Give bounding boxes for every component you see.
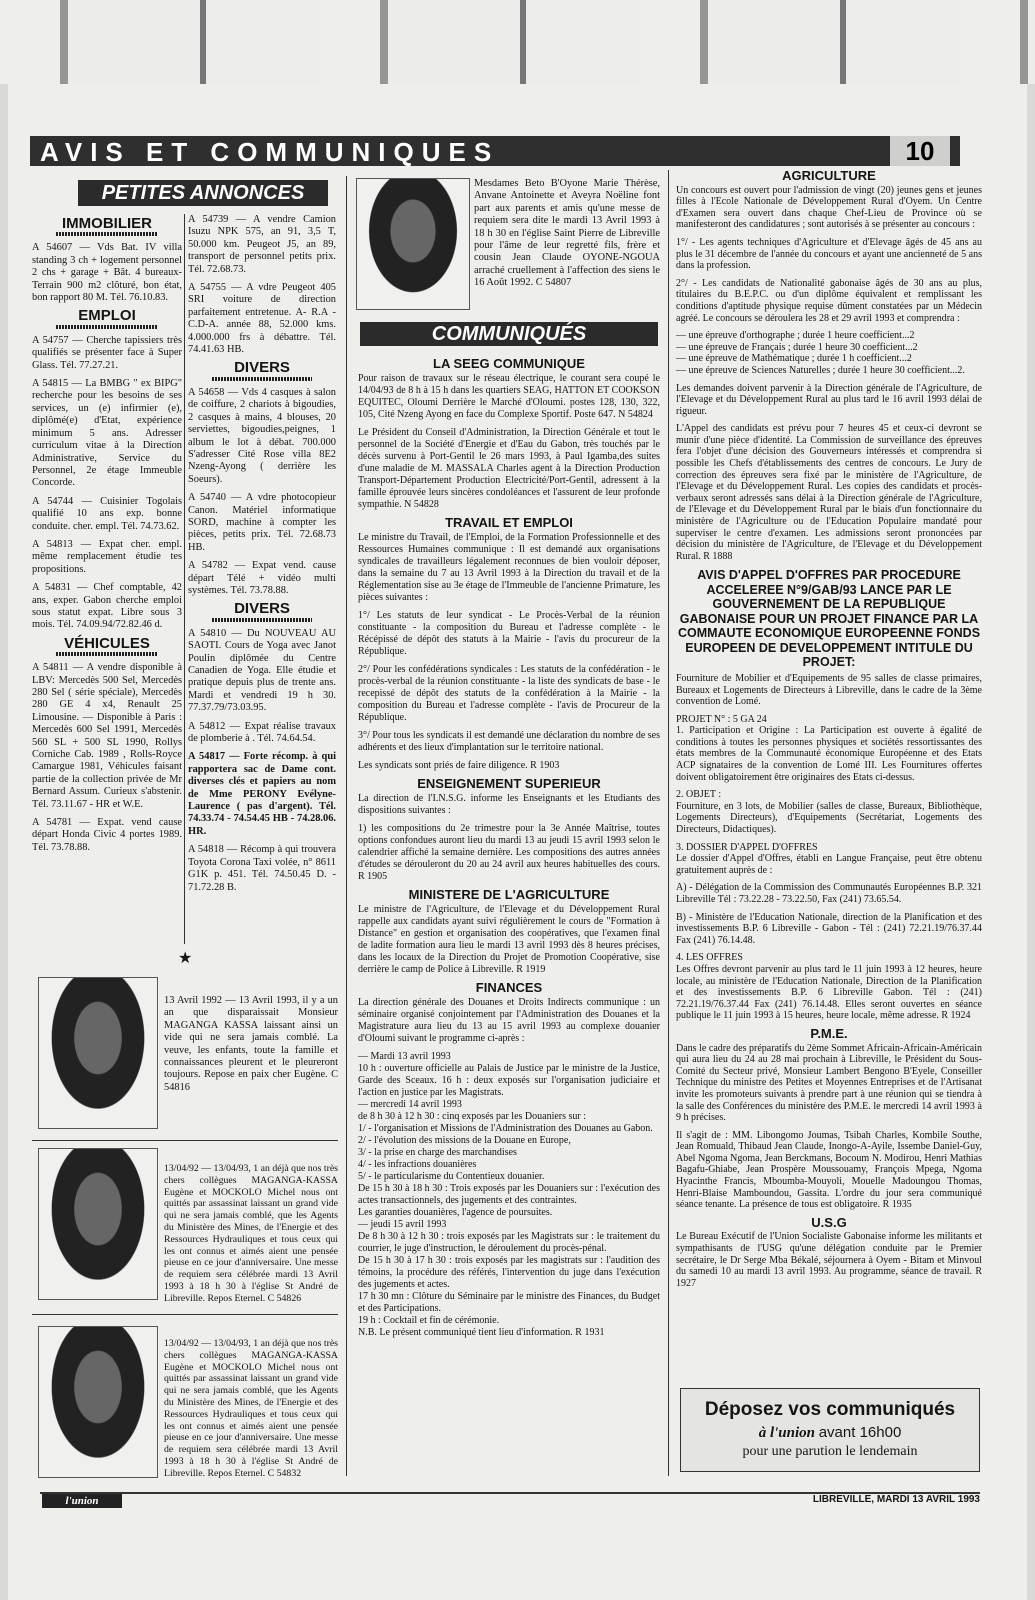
- memorial-text: 13 Avril 1992 — 13 Avril 1993, il y a un an que disparaissait Monsieur MAGANGA KASSA laissant ainsi un vide qui ne sera jamais comblé. La veuve, les enfants, toute la famille et connaissances pleurent et le pleureront toujours. Repose en paix cher Eugène. C 54816: [164, 995, 338, 1093]
- agriculture-ministry-heading: MINISTERE DE L'AGRICULTURE: [408, 887, 610, 902]
- memorial-text: 13/04/92 — 13/04/93, 1 an déjà que nos très chers collègues MAGANGA-KASSA Eugène et MOCKOLO Michel nous ont quittés par assassinat laissant un grand vide qui ne sera jamais comblé, que les Agents du Ministère des Mines, de l'Energie et des Ressources Hydrauliques et tous ceux qui les ont connus et aimés aient une pensée pieuse en ce jour d'anniversaire. Une messe de requiem sera célébrée mardi 13 Avril 1993 à 18 h 30 à l'église St André de Libreville. Repos Eternel. C 54826: [164, 1163, 338, 1304]
- appel-text: 1. Participation et Origine : La Participation est ouverte à égalité de conditions à toutes les personnes physiques et sociétés ressortissantes des états membres de la Communauté économique Européenne et des Etats ACP signataires de la convention de Lomé III. Les Fournitures offertes doivent obligatoirement être originaires des Etats ci-dessus.: [676, 725, 982, 783]
- seeg-text: Pour raison de travaux sur le réseau électrique, le courant sera coupé le 14/04/93 de 8 h à 15 h dans les quartiers SEAG, HATTON ET COOKSON EQUITEC, Oloumi Derrière le Marché d'Oloumi. postes 128, 130, 322, 105, Cité Nzeng Ayong en face du Complexe Sportif. Poste 647. N 54824: [358, 373, 660, 420]
- column-divider: [346, 176, 347, 1476]
- heading-rule: [56, 325, 158, 329]
- travail-text: Les syndicats sont priés de faire diligence. R 1903: [358, 760, 560, 771]
- appel-line: 4. LES OFFRES: [676, 952, 743, 964]
- agriculture-line: — une épreuve de Français ; durée 1 heure 30 coefficient...2: [676, 341, 918, 353]
- usg-heading: U.S.G: [811, 1214, 847, 1230]
- agriculture-text: L'Appel des candidats est prévu pour 7 heures 45 et ceux-ci devront se munir d'une pièce d'identité. La Commission de surveillance des épreuves fera l'objet d'une décision des Gouverneurs intéressés et comprendra si possible les Chefs d'établissements des centres de concours. Le Jury de correction des épreuves sera fixé par le ministère de l'Agriculture, de l'Elevage et du Développement Rural. Les copies des candidats et procès-verbaux seront adressés sans délai à la Direction générale de l'Agriculture, de l'Elevage et du Développement Rural par le biais d'un fonctionnaire du ministère de l'Agriculture ou de l'Education Populaire mandaté pour superviser le centre d'examen. Les admissions seront prononcées par décision du ministère de l'Agriculture, de l'Elevage et du Développement Rural. R 1888: [676, 423, 982, 562]
- immobilier-heading: IMMOBILIER: [62, 215, 152, 232]
- finances-line: — Mardi 13 avril 1993: [358, 1051, 451, 1062]
- travail-text: 2°/ Pour les confédérations syndicales : Les statuts de la confédération - le procès-verbal de la réunion constituante - la liste des syndicats de base - le recepissé de dépôt des statuts de la confédération à la Mairie - la composition du Bureau et l'adresse complète - l'avis de Procureur de la République.: [358, 664, 660, 723]
- finances-line: 5/ - le particularisme du Contentieux douanier.: [358, 1171, 545, 1182]
- deposez-box: [680, 1388, 980, 1472]
- appel-line: 2. OBJET :: [676, 789, 722, 801]
- finances-line: De 15 h 30 à 17 h 30 : trois exposés par les magistrats sur : l'audition des témoins, la procédure des référés, l'intervention du juge dans l'exécution des jugements et actes.: [358, 1255, 660, 1290]
- agriculture-heading: AGRICULTURE: [782, 168, 876, 183]
- column-1: [32, 212, 182, 860]
- ad-item: A 54740 — A vdre photocopieur Canon. Matériel informatique SORD, machine à compter les pièces, petits prix. Tél. 72.68.73 HB.: [188, 492, 336, 553]
- heading-rule: [56, 232, 158, 236]
- agriculture-text: 1°/ - Les agents techniques d'Agriculture et d'Elevage âgés de 45 ans au plus le 31 décembre de l'année du concours et ayant une ancienneté de 5 ans dans la profession.: [676, 236, 982, 272]
- memorial-text: 13/04/92 — 13/04/93, 1 an déjà que nos très chers collègues MAGANGA-KASSA Eugène et MOCKOLO Michel nous ont quittés par assassinat laissant un grand vide qui ne sera jamais comblé, que les Agents du Ministère des Mines, de l'Energie et des Ressources Hydrauliques et tous ceux qui les ont connus et aimés aient une pensée pieuse en ce jour d'anniversaire. Une messe de requiem sera célébrée mardi 13 Avril 1993 à 18 h 30 à l'église St André de Libreville. Repos Eternel. C 54832: [164, 1338, 338, 1479]
- ad-item: A 54831 — Chef comptable, 42 ans, exper. Gabon cherche emploi sous statut expat. Libre sous 3 mois. Tél. 74.09.94/72.82.46 d.: [32, 582, 182, 631]
- finances-heading: FINANCES: [475, 980, 543, 995]
- divers-heading: DIVERS: [234, 359, 290, 377]
- top-margin-strip: [0, 0, 1035, 84]
- petites-annonces-header: PETITES ANNONCES: [78, 180, 328, 206]
- finances-line: 2/ - l'évolution des missions de la Douane en Europe,: [358, 1135, 571, 1146]
- appel-text: B) - Ministère de l'Education Nationale, direction de la Planification et des investissements B.P. 6 Libreville - Gabon - Tél : (241) 72.21.19/76.37.44 Fax (241) 76.14.48.: [676, 911, 982, 946]
- divider: [32, 1140, 338, 1141]
- ad-item: A 54815 — La BMBG " ex BIPG" recherche pour les besoins de ses services, un (e) infirmier (e), diplômé(e) d'Etat, expérience minimum 5 ans. Adresser curriculum vitae à la Direction Administrative, Service du Personnel, 2e étage Immeuble Concorde.: [32, 378, 182, 489]
- finances-line: 10 h : ouverture officielle au Palais de Justice par le ministre de la Justice, Garde des Sceaux. 16 h : deux exposés sur l'organisation judiciaire et l'action en justice par les Magistrats.: [358, 1063, 660, 1098]
- agriculture-text: 2°/ - Les candidats de Nationalité gabonaise âgés de 30 ans au plus, titulaires du B.E.P.C. ou d'un diplôme équivalent et remplissant les conditions d'aptitude physique requise dûment constatées par un Médecin agréé. Le concours se déroulera les 28 et 29 avril 1993 et comprendra :: [676, 277, 982, 324]
- ad-item: A 54811 — A vendre disponible à LBV: Mercedès 500 Sel, Mercedès 280 Sel ( série spéciale), Mercedès 280 GE 4 x4, Renault 25 Limousine. — Disponible à Paris : Mercedès 600 Sel 1991, Mercedès 560 SL + 500 SL 1990, Rollys Corniche Cab. 1989 , Rolls-Royce Camargue 1981, Véhicules faisant partie de la collection privée de Mr Bernard Assum. Curieux s'abstenir. Tél. 73.11.67 - HR et W.E.: [32, 662, 182, 810]
- footer-logo: l'union: [42, 1494, 122, 1508]
- section-banner: [30, 136, 960, 166]
- ad-item: A 54755 — A vdre Peugeot 405 SRI voiture de direction parfaitement entretenue. A- R.A - C.D-A. année 88, 52.000 kms. 4.000.000 frs à débattre. Tél. 74.41.63 HB.: [188, 282, 336, 356]
- vehicules-heading: VÉHICULES: [64, 634, 150, 652]
- finances-line: 1/ - l'organisation et Missions de l'Administration des Douanes au Gabon.: [358, 1123, 653, 1134]
- heading-rule: [212, 618, 312, 622]
- seeg-heading: LA SEEG COMMUNIQUE: [433, 356, 585, 371]
- obituary-text: Mesdames Beto B'Oyone Marie Thérèse, Anvane Antoinette et Aveyra Noëline font part aux parents et amis qu'une messe de requiem sera dite le mardi 13 Avril 1993 à 18 h 30 en l'église Saint Pierre de Libreville pour l'âme de leur regretté fils, frère et cousin Jean Claude OYONE-NGOUA arraché cruellement à l'affection des siens le 16 Août 1992. C 54807: [474, 178, 660, 289]
- appel-line: 3. DOSSIER D'APPEL D'OFFRES: [676, 841, 818, 853]
- ad-item: A 54781 — Expat. vend cause départ Honda Civic 4 portes 1989. Tél. 73.78.88.: [32, 817, 182, 853]
- appel-text: Fourniture, en 3 lots, de Mobilier (salles de classe, Bureaux, Bibliothèque, Logements Directeurs), d'Equipements (Secrétariat, Logements des Directeurs, Didactiques).: [676, 800, 982, 836]
- finances-line: N.B. Le présent communiqué tient lieu d'information. R 1931: [358, 1327, 605, 1338]
- finances-line: — jeudi 15 avril 1993: [358, 1219, 447, 1230]
- ad-item: A 54744 — Cuisinier Togolais qualifié 10 ans exp. bonne conduite. cher. empl. Tél. 74.73.62.: [32, 495, 182, 532]
- divers-heading: DIVERS: [234, 600, 290, 618]
- enseignement-text: 1) les compositions du 2e trimestre pour la 3e Année Maîtrise, toutes options confondues auront lieu du mardi 13 au jeudi 15 avril 1993 selon le calendrier affiché la semaine dernière. Les compositions des autres années d'études se dérouleront du 20 au 24 avril aux heures habituelles des cours. R 1905: [358, 823, 660, 882]
- agriculture-text: Les demandes doivent parvenir à la Direction générale de l'Agriculture, de l'Elevage et du Développement Rural au plus tard le 16 avril 1993 délai de rigueur.: [676, 382, 982, 417]
- portrait-photo: [356, 178, 470, 310]
- finances-line: — mercredi 14 avril 1993: [358, 1099, 462, 1110]
- portrait-photo: [38, 977, 158, 1129]
- appel-text: Les Offres devront parvenir au plus tard le 11 juin 1993 à 12 heures, heure locale, au ministère de l'Education Nationale, Direction de la Planification et des investissements B.P. 6 Libreville Gabon. Tél : (241) 72.21.19/76.37.44 Fax (241) 76.14.48. Elles seront ouvertes en séance publique le 11 juin 1993 à 15 heures, heure locale, même adresse. R 1924: [676, 963, 982, 1022]
- appel-text: A) - Délégation de la Commission des Communautés Européennes B.P. 321 Libreville Tél : 73.22.28 - 73.22.50, Fax (241) 73.65.54.: [676, 882, 982, 905]
- column-divider: [184, 214, 185, 944]
- seeg-text: Le Président du Conseil d'Administration, la Direction Générale et tout le personnel de la Société d'Energie et d'Eau du Gabon, très touchés par le décès survenu à Port-Gentil le 26 mars 1993, à Paul Igamba,des suites d'une maladie de M. MASSALA Charles agent à la Direction Production Transport-Département Production Electricité/Port-Gentil, adressent à la famille éprouvée leurs sincères condoléances et l'assurent de leur profonde sympathie. N 54828: [358, 427, 660, 510]
- column-2: [188, 214, 336, 900]
- column-divider: [668, 170, 669, 1476]
- heading-rule: [212, 377, 312, 381]
- enseignement-heading: ENSEIGNEMENT SUPERIEUR: [417, 776, 601, 791]
- portrait-photo: [38, 1326, 158, 1478]
- agriculture-line: — une épreuve de Mathématique ; durée 1 h coefficient...2: [676, 353, 912, 365]
- communiques-header: COMMUNIQUÉS: [360, 322, 658, 346]
- finances-line: de 8 h 30 à 12 h 30 : cinq exposés par les Douaniers sur :: [358, 1111, 587, 1122]
- finances-line: 19 h : Cocktail et fin de cérémonie.: [358, 1315, 500, 1326]
- ad-item: A 54818 — Récomp à qui trouvera Toyota Corona Taxi volée, n° 8611 G1K p. 451. Tél. 74.50.45 D. - 71.72.28 B.: [188, 844, 336, 893]
- section-title: AVIS ET COMMUNIQUES: [40, 137, 500, 167]
- emploi-heading: EMPLOI: [78, 307, 136, 325]
- enseignement-text: La direction de l'I.N.S.G. informe les Enseignants et les Etudiants des dispositions suivantes :: [358, 793, 660, 816]
- memorial-notice: [164, 995, 338, 1100]
- deposez-newspaper: à l'union: [758, 1425, 815, 1441]
- pme-heading: P.M.E.: [810, 1025, 848, 1041]
- ad-item: A 54607 — Vds Bat. IV villa standing 3 ch + logement personnel 2 chs + garage + Bât. 4 bureaux- Terrain 900 m2 clôturé, bon état, bon rapport 80 M. Tél. 76.10.83.: [32, 242, 182, 304]
- right-column: [676, 170, 982, 1295]
- center-column: [358, 352, 660, 1339]
- travail-text: Le ministre du Travail, de l'Emploi, de la Formation Professionnelle et des Ressources Humaines communique : Il est demandé aux organisations syndicales de travailleurs légalement reconnues de bien vouloir déposer, dans la semaine du 7 au 13 Avril 1993 à la Direction du travail et de la Réglementation sise au 3e étage de l'Immeuble de l'ancienne Primature, les pièces suivantes :: [358, 532, 660, 603]
- appel-offres-heading: AVIS D'APPEL D'OFFRES PAR PROCEDURE ACCELEREE N°9/GAB/93 LANCE PAR LE GOUVERNEMENT DE LA REPUBLIQUE GABONAISE POUR UN PROJET FINANCE PAR LA COMMAUTE ECONOMIQUE EUROPEENNE FONDS EUROPEEN DE DEVELOPPEMENT INTITULE DU PROJET:: [677, 568, 981, 670]
- deposez-note: pour une parution le lendemain: [742, 1444, 918, 1459]
- obituary-notice: [474, 178, 660, 296]
- ad-item: A 54810 — Du NOUVEAU AU SAOTI. Cours de Yoga avec Janot Poulin diplômée du Centre Canadien de Yoga. Elle étudie et pratique depuis plus de trente ans. Mardi et vendredi 19 h 30. 77.37.79/73.03.95.: [188, 627, 336, 714]
- finances-line: Les garanties douanières, l'agence de poursuites.: [358, 1207, 553, 1218]
- page-number: 10: [890, 136, 950, 166]
- ad-item: A 54812 — Expat réalise travaux de plomberie à . Tél. 74.64.54.: [188, 720, 336, 745]
- finances-line: 4/ - les infractions douanières: [358, 1159, 477, 1170]
- appel-line: PROJET N° : 5 GA 24: [676, 713, 767, 725]
- agriculture-line: — une épreuve d'orthographe ; durée 1 heure coefficient...2: [676, 330, 915, 342]
- deposez-deadline: avant 16h00: [818, 1424, 902, 1441]
- agriculture-line: — une épreuve de Sciences Naturelles ; durée 1 heure 30 coefficient...2.: [676, 364, 965, 376]
- heading-rule: [56, 652, 158, 656]
- appel-text: Fourniture de Mobilier et d'Equipements de 95 salles de classe primaires, Bureaux et Logements de Directeurs à Libreville, dans le cadre de la 3ème convention de Lomé.: [676, 672, 982, 708]
- travail-heading: TRAVAIL ET EMPLOI: [445, 515, 573, 530]
- finances-line: De 8 h 30 à 12 h 30 : trois exposés par les Magistrats sur : le traitement du courrier, le juge d'instruction, le déroulement du procès-pénal.: [358, 1231, 660, 1254]
- memorial-notice: [164, 1163, 338, 1311]
- finances-line: 3/ - la prise en charge des marchandises: [358, 1147, 517, 1158]
- travail-text: 3°/ Pour tous les syndicats il est demandé une déclaration du nombre de ses adhérents et des lieux d'implantation sur le territoire national.: [358, 730, 660, 753]
- deposez-line: [681, 1424, 979, 1442]
- ad-item: A 54813 — Expat cher. empl. même remplacement étudie tes propositions.: [32, 538, 182, 575]
- finances-line: De 15 h 30 à 18 h 30 : Trois exposés par les Douaniers sur : l'exécution des actes transactionnels, des jugements et des contraintes.: [358, 1183, 660, 1206]
- travail-text: 1°/ Les statuts de leur syndicat - Le Procès-Verbal de la réunion constituante - la composition du Bureau et l'adresse complète - le Récépissé de dépôt des statuts à la Mairie - l'avis du procureur de la République.: [358, 610, 660, 657]
- finances-text: La direction générale des Douanes et Droits Indirects communique : un séminaire organisé conjointement par l'Administration des Douanes et la Magistrature aura lieu du 13 au 15 avril 1993 au complexe douanier d'Oloumi suivant le programme ci-après :: [358, 997, 660, 1044]
- ad-item: A 54817 — Forte récomp. à qui rapportera sac de Dame cont. diverses clés et papiers au nom de Mme PERONY Evélyne-Laurence ( pas d'argent). Tél. 74.33.74 - 74.54.45 HB - 74.28.06. HR.: [188, 751, 336, 837]
- agriculture-ministry-text: Le ministre de l'Agriculture, de l'Elevage et du Développement Rural rappelle aux candidats ayant suivi régulièrement le cours de "Formation à Distance" en gestion et organisation des coopératives, que l'examen final de ladite formation aura lieu le mardi 13 avril 1993 dès 8 heures précises, dans les locaux de la Direction du Projet de Promotion Coopérative, sise derrière le camp de Police à Libreville. R 1919: [358, 904, 660, 975]
- agriculture-text: Un concours est ouvert pour l'admission de vingt (20) jeunes gens et jeunes filles à l'Ecole Nationale de Développement Rural d'Oyem. Un Centre d'Examen sera ouvert dans chaque Chef-Lieu de Province où se manifesteront des candidatures ; sont autorisés à se présenter au concours :: [676, 184, 982, 231]
- star-separator: ★: [178, 950, 193, 967]
- finances-line: 17 h 30 mn : Clôture du Séminaire par le ministre des Finances, du Budget et des Participations.: [358, 1291, 660, 1314]
- ad-item: A 54782 — Expat vend. cause départ Télé + vidéo multi systèmes. Tél. 73.78.88.: [188, 560, 336, 596]
- footer-date: LIBREVILLE, MARDI 13 AVRIL 1993: [812, 1494, 980, 1505]
- pme-text: Dans le cadre des préparatifs du 2ème Sommet Africain-Africain-Américain qui aura lieu du 24 au 28 mai prochain à Libreville, le Président du Sous-Comité du Secteur privé, Monsieur Lambert Bengono B'Eyele, Conseiller Technique du ministre des Petites et Moyennes Entreprises et de l'Artisanat invite les promoteurs suivants à prendre part à une réunion qui se tiendra à la salle des Conférences du ministère des P.M.E. le mercredi 14 avril 1993 à 9 h précises.: [676, 1042, 982, 1124]
- divider: [32, 1314, 338, 1315]
- ad-item: A 54658 — Vds 4 casques à salon de coiffure, 2 chariots à bigoudies, 2 casques à mains, 4 blouses, 20 serviettes, bigoudies,peignes, 1 album le lot à débat. 700.000 S'adresser Cité Rose villa 8E2 Nzeng-Ayong ( derrière les Soeurs).: [188, 386, 336, 485]
- deposez-title: Déposez vos communiqués: [704, 1399, 956, 1420]
- usg-text: Le Bureau Exécutif de l'Union Socialiste Gabonaise informe les militants et sympathisants de l'USG qu'une délégation conduite par le Premier secrétaire, le Dr Serge Mba Békalé, séjournera à Oyem - Bitam et Minvoul du samedi 10 au mardi 13 avril 1993. Au programme, séance de travail. R 1927: [676, 1231, 982, 1289]
- ad-item: A 54757 — Cherche tapissiers très qualifiés se présenter face à Super Glass. Tél. 77.27.21.: [32, 334, 182, 371]
- portrait-photo: [38, 1148, 158, 1300]
- appel-text: Le dossier d'Appel d'Offres, établi en Langue Française, peut être obtenu gratuitement auprès de :: [676, 853, 982, 876]
- ad-item: A 54739 — A vendre Camion Isuzu NPK 575, an 91, 3,5 T, 50.000 km. Peugeot J5, an 89, transport de personnel petits prix. Tél. 72.68.73.: [188, 214, 336, 275]
- pme-text: Il s'agit de : MM. Libongomo Joumas, Tsibah Charles, Kombile Southe, Jean Romuald, Thibaud Jean Claude, Inongo-A-Ayile, Issembe Daniel-Guy, Abel Ngoma Ngoma, Jean Berckmans, Bocoum N. Modirou, Henri Mathias Bagafu-Ghiabe, Jean Prospère Moussouamy, François Mpega, Ngoma Hyacinthe Francis, Mboumba-Mouyoli, Mouelle Madoungou Thomas, Henri-Blaise Mamboundou, Gassita. L'ordre du jour sera communiqué séance tenante. La présence de tous est obligatoire. R 1935: [676, 1129, 982, 1211]
- memorial-notice: [164, 1338, 338, 1486]
